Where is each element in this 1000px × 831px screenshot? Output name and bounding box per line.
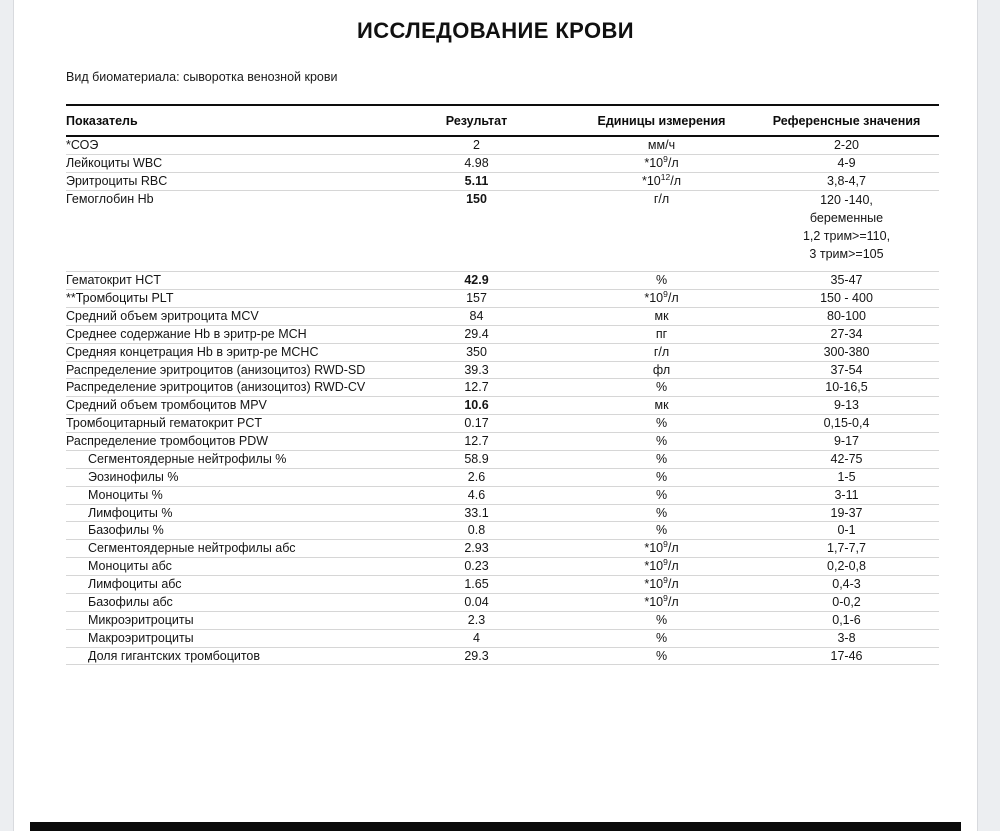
table-row (66, 415, 939, 433)
column-header-reference: Референсные значения (754, 105, 939, 136)
table-header-row (66, 105, 939, 136)
biomaterial-subtitle: Вид биоматериала: сыворотка венозной крови (66, 70, 338, 84)
cell-indicator-name: Средняя концетрация Hb в эритр-ре MCHC (66, 343, 384, 361)
cell-reference-range: 1,7-7,7 (754, 540, 939, 558)
table-row (66, 307, 939, 325)
cell-result-value: 4.98 (384, 154, 569, 172)
cell-unit: $*10^9/л$ (569, 558, 754, 576)
cell-result-value: 2.93 (384, 540, 569, 558)
cell-result-value: 0.17 (384, 415, 569, 433)
cell-reference-range: 1-5 (754, 468, 939, 486)
cell-unit: % (569, 522, 754, 540)
cell-indicator-name: Средний объем эритроцита MCV (66, 307, 384, 325)
cell-result-value: 2.3 (384, 611, 569, 629)
cell-unit: % (569, 647, 754, 665)
cell-reference-range: 35-47 (754, 272, 939, 290)
cell-indicator-name: Распределение тромбоцитов PDW (66, 433, 384, 451)
cell-reference-range: 120 -140, беременные 1,2 трим>=110, 3 трим>=105 (754, 190, 939, 272)
cell-reference-range: 3-8 (754, 629, 939, 647)
cell-result-value: 58.9 (384, 450, 569, 468)
cell-indicator-name: Лейкоциты WBC (66, 154, 384, 172)
cell-reference-range: 9-17 (754, 433, 939, 451)
cell-indicator-name: Гематокрит HCT (66, 272, 384, 290)
table-row (66, 504, 939, 522)
cell-unit: $*10^9/л$ (569, 593, 754, 611)
table-row (66, 272, 939, 290)
cell-result-value: 33.1 (384, 504, 569, 522)
cell-unit: % (569, 272, 754, 290)
table-row (66, 433, 939, 451)
table-row (66, 522, 939, 540)
cell-unit: мк (569, 397, 754, 415)
table-row (66, 647, 939, 665)
cell-reference-range: 3,8-4,7 (754, 172, 939, 190)
cell-indicator-name: Распределение эритроцитов (анизоцитоз) RWD-CV (66, 379, 384, 397)
column-header-result: Результат (384, 105, 569, 136)
cell-unit: % (569, 486, 754, 504)
cell-indicator-name: Моноциты абс (66, 558, 384, 576)
cell-unit: $*10^9/л$ (569, 540, 754, 558)
cell-indicator-name: Среднее содержание Hb в эритр-ре MCH (66, 325, 384, 343)
cell-unit: $*10^{12}/л$ (569, 172, 754, 190)
table-row (66, 397, 939, 415)
blood-test-results-table (66, 104, 939, 665)
cell-result-value: 0.8 (384, 522, 569, 540)
cell-indicator-name: Доля гигантских тромбоцитов (66, 647, 384, 665)
cell-result-value: 12.7 (384, 379, 569, 397)
cell-result-value: 84 (384, 307, 569, 325)
cell-reference-range: 17-46 (754, 647, 939, 665)
cell-unit: мм/ч (569, 136, 754, 154)
column-header-indicator: Показатель (66, 105, 384, 136)
cell-indicator-name: Средний объем тромбоцитов MPV (66, 397, 384, 415)
cell-result-value: 42.9 (384, 272, 569, 290)
table-row (66, 290, 939, 308)
cell-indicator-name: *СОЭ (66, 136, 384, 154)
table-header (66, 105, 939, 136)
cell-unit: $*10^9/л$ (569, 154, 754, 172)
page-title: ИССЛЕДОВАНИЕ КРОВИ (357, 18, 634, 43)
cell-result-value: 1.65 (384, 576, 569, 594)
table-row (66, 558, 939, 576)
cell-unit: фл (569, 361, 754, 379)
cell-indicator-name: Моноциты % (66, 486, 384, 504)
cell-reference-range: 19-37 (754, 504, 939, 522)
cell-indicator-name: Базофилы % (66, 522, 384, 540)
table-row (66, 325, 939, 343)
cell-unit: пг (569, 325, 754, 343)
cell-reference-range: 300-380 (754, 343, 939, 361)
cell-reference-range: 0,4-3 (754, 576, 939, 594)
table-row (66, 468, 939, 486)
cell-unit: г/л (569, 343, 754, 361)
cell-unit: г/л (569, 190, 754, 272)
table-row (66, 190, 939, 272)
results-table-container (14, 84, 977, 665)
table-row (66, 629, 939, 647)
table-row (66, 611, 939, 629)
cell-result-value: 157 (384, 290, 569, 308)
cell-reference-range: 27-34 (754, 325, 939, 343)
table-row (66, 593, 939, 611)
cell-unit: % (569, 629, 754, 647)
page-bottom-bar (30, 822, 961, 831)
table-row (66, 576, 939, 594)
table-row (66, 172, 939, 190)
cell-unit: % (569, 433, 754, 451)
cell-reference-range: 9-13 (754, 397, 939, 415)
cell-unit: $*10^9/л$ (569, 576, 754, 594)
cell-result-value: 4.6 (384, 486, 569, 504)
cell-indicator-name: Гемоглобин Hb (66, 190, 384, 272)
cell-reference-range: 10-16,5 (754, 379, 939, 397)
cell-result-value: 29.3 (384, 647, 569, 665)
cell-reference-range: 2-20 (754, 136, 939, 154)
cell-reference-range: 0-0,2 (754, 593, 939, 611)
cell-result-value: 39.3 (384, 361, 569, 379)
cell-indicator-name: Эозинофилы % (66, 468, 384, 486)
cell-reference-range: 42-75 (754, 450, 939, 468)
cell-indicator-name: Тромбоцитарный гематокрит PCT (66, 415, 384, 433)
cell-unit: мк (569, 307, 754, 325)
cell-reference-range: 0-1 (754, 522, 939, 540)
cell-indicator-name: Лимфоциты абс (66, 576, 384, 594)
table-row (66, 540, 939, 558)
cell-unit: % (569, 415, 754, 433)
cell-reference-range: 150 - 400 (754, 290, 939, 308)
cell-reference-range: 0,15-0,4 (754, 415, 939, 433)
table-row (66, 450, 939, 468)
cell-unit: % (569, 450, 754, 468)
cell-result-value: 0.23 (384, 558, 569, 576)
cell-unit: % (569, 468, 754, 486)
table-row (66, 486, 939, 504)
cell-reference-range: 37-54 (754, 361, 939, 379)
cell-indicator-name: **Тромбоциты PLT (66, 290, 384, 308)
cell-unit: % (569, 379, 754, 397)
cell-indicator-name: Лимфоциты % (66, 504, 384, 522)
table-row (66, 343, 939, 361)
cell-reference-range: 0,1-6 (754, 611, 939, 629)
cell-reference-range: 0,2-0,8 (754, 558, 939, 576)
table-row (66, 379, 939, 397)
cell-indicator-name: Микроэритроциты (66, 611, 384, 629)
cell-result-value: 2 (384, 136, 569, 154)
cell-indicator-name: Сегментоядерные нейтрофилы абс (66, 540, 384, 558)
cell-result-value: 29.4 (384, 325, 569, 343)
cell-reference-range: 80-100 (754, 307, 939, 325)
cell-reference-range: 4-9 (754, 154, 939, 172)
cell-result-value: 350 (384, 343, 569, 361)
cell-result-value: 2.6 (384, 468, 569, 486)
table-row (66, 136, 939, 154)
cell-unit: % (569, 611, 754, 629)
cell-indicator-name: Макроэритроциты (66, 629, 384, 647)
cell-indicator-name: Сегментоядерные нейтрофилы % (66, 450, 384, 468)
cell-result-value: 0.04 (384, 593, 569, 611)
cell-result-value: 4 (384, 629, 569, 647)
document-page (13, 0, 978, 831)
column-header-units: Единицы измерения (569, 105, 754, 136)
table-row (66, 154, 939, 172)
cell-indicator-name: Эритроциты RBC (66, 172, 384, 190)
cell-result-value: 12.7 (384, 433, 569, 451)
cell-result-value: 10.6 (384, 397, 569, 415)
cell-reference-range: 3-11 (754, 486, 939, 504)
cell-result-value: 150 (384, 190, 569, 272)
cell-unit: $*10^9/л$ (569, 290, 754, 308)
cell-indicator-name: Распределение эритроцитов (анизоцитоз) RWD-SD (66, 361, 384, 379)
cell-indicator-name: Базофилы абс (66, 593, 384, 611)
table-row (66, 361, 939, 379)
cell-result-value: 5.11 (384, 172, 569, 190)
cell-unit: % (569, 504, 754, 522)
table-body (66, 136, 939, 665)
